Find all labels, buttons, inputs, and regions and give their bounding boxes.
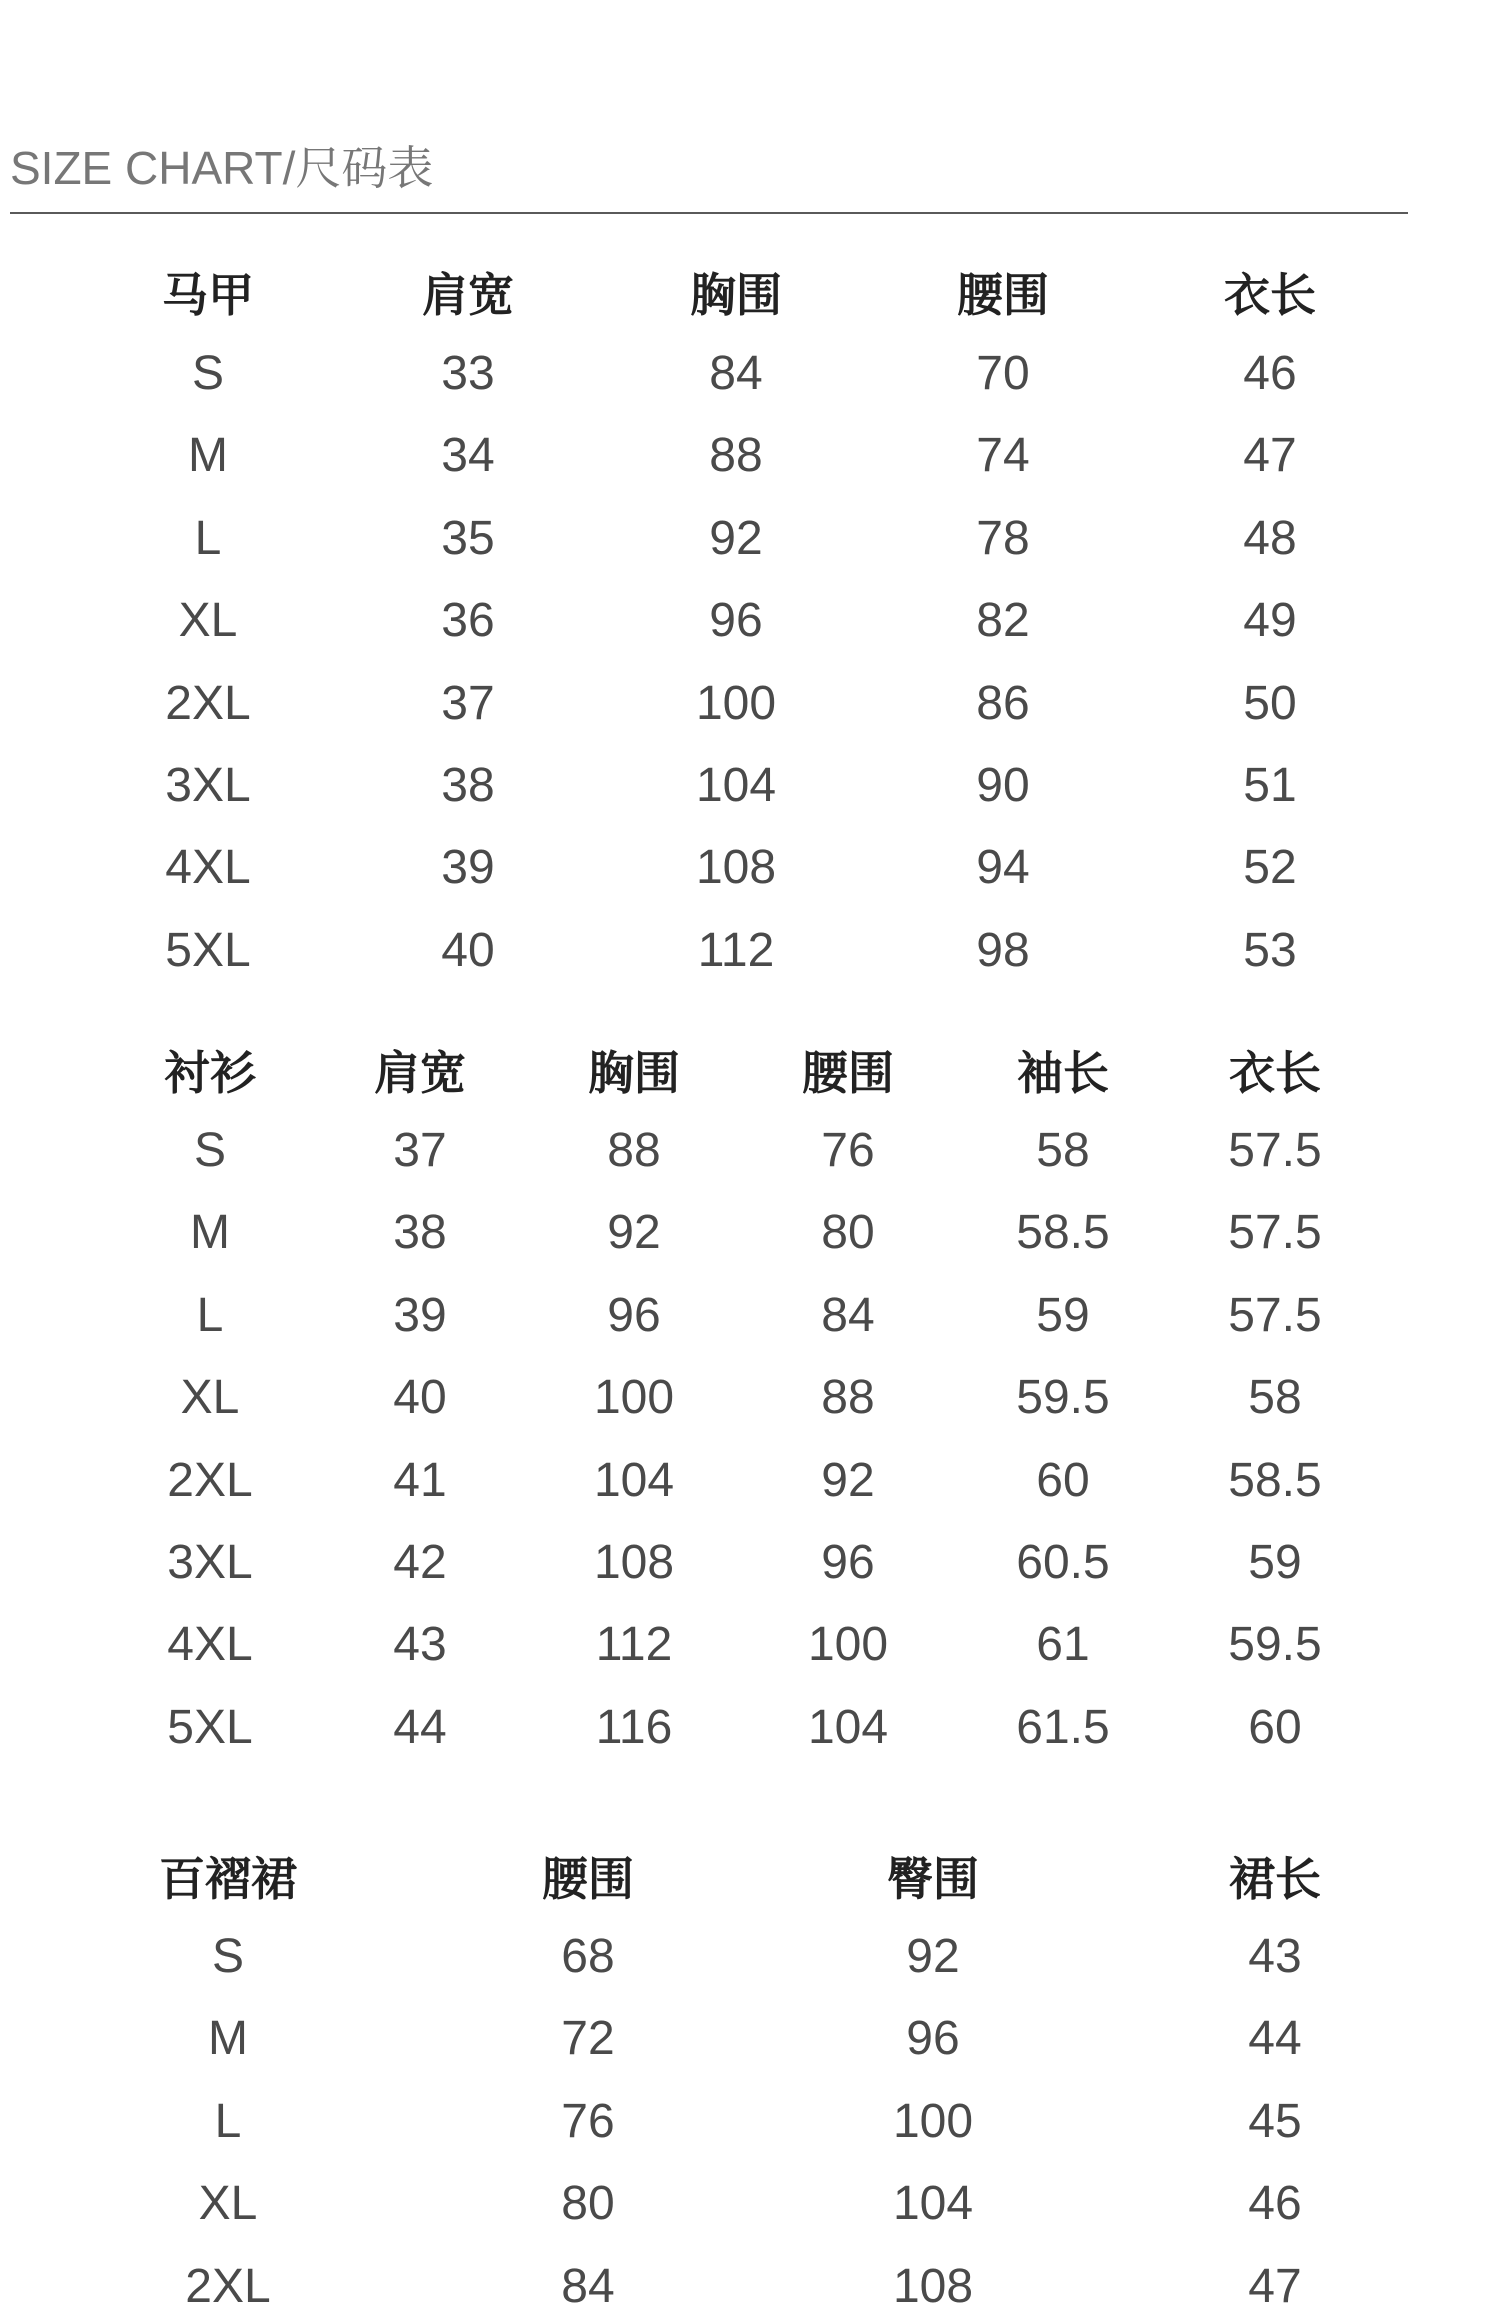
measurement-cell: 52 [1243,841,1297,894]
measurement-cell: 38 [393,1206,447,1259]
measurement-cell: 41 [393,1454,447,1507]
measurement-cell: 84 [709,347,763,400]
column-header: 裙长 [1229,1853,1321,1905]
measurement-cell: 80 [821,1206,875,1259]
table-row [0,751,1500,821]
table-row [0,1610,1500,1680]
measurement-cell: 50 [1243,677,1297,730]
measurement-cell: 96 [709,594,763,647]
measurement-cell: 88 [709,429,763,482]
size-label-cell: M [188,429,228,482]
table-row [0,2252,1500,2322]
measurement-cell: 57.5 [1228,1289,1322,1342]
table-row [0,1446,1500,1516]
measurement-cell: 100 [892,2095,974,2148]
table-row [0,833,1500,903]
table-row [0,2169,1500,2239]
measurement-cell: 68 [561,1930,615,1983]
column-header: 腰围 [802,1047,894,1099]
size-label-cell: 5XL [165,924,251,977]
size-label-cell: XL [198,2177,258,2230]
measurement-cell: 47 [1243,429,1297,482]
measurement-cell: 40 [441,924,495,977]
measurement-cell: 74 [976,429,1030,482]
table-row [0,669,1500,739]
size-label-cell: XL [180,1371,240,1424]
measurement-cell: 84 [821,1289,875,1342]
measurement-cell: 60 [1036,1454,1090,1507]
measurement-cell: 60.5 [1016,1536,1110,1589]
size-label-cell: M [208,2012,248,2065]
column-header: 腰围 [542,1853,634,1905]
size-label-cell: L [196,1289,224,1342]
table-row [0,1281,1500,1351]
measurement-cell: 36 [441,594,495,647]
column-header: 百褶裙 [159,1853,297,1905]
measurement-cell: 92 [821,1454,875,1507]
table-row [0,1116,1500,1186]
measurement-cell: 72 [561,2012,615,2065]
measurement-cell: 44 [393,1701,447,1754]
measurement-cell: 96 [607,1289,661,1342]
table-row [0,1693,1500,1763]
column-header: 肩宽 [374,1047,466,1099]
measurement-cell: 37 [441,677,495,730]
size-label-cell: S [191,347,225,400]
measurement-cell: 60 [1248,1701,1302,1754]
measurement-cell: 70 [976,347,1030,400]
measurement-cell: 88 [607,1124,661,1177]
size-label-cell: L [194,512,222,565]
column-header: 臀围 [887,1853,979,1905]
measurement-cell: 104 [807,1701,889,1754]
measurement-cell: 59 [1036,1289,1090,1342]
measurement-cell: 76 [561,2095,615,2148]
size-label-cell: S [211,1930,245,1983]
measurement-cell: 46 [1248,2177,1302,2230]
measurement-cell: 40 [393,1371,447,1424]
measurement-cell: 84 [561,2260,615,2313]
measurement-cell: 94 [976,841,1030,894]
measurement-cell: 104 [695,759,777,812]
measurement-cell: 58 [1036,1124,1090,1177]
measurement-cell: 59.5 [1016,1371,1110,1424]
column-header: 袖长 [1017,1047,1109,1099]
measurement-cell: 57.5 [1228,1124,1322,1177]
measurement-cell: 35 [441,512,495,565]
measurement-cell: 108 [593,1536,675,1589]
table-header-row [0,260,1500,330]
measurement-cell: 42 [393,1536,447,1589]
measurement-cell: 58.5 [1016,1206,1110,1259]
table-header-row [0,1844,1500,1914]
measurement-cell: 33 [441,347,495,400]
table-row [0,916,1500,986]
measurement-cell: 51 [1243,759,1297,812]
measurement-cell: 86 [976,677,1030,730]
measurement-cell: 59 [1248,1536,1302,1589]
size-label-cell: L [214,2095,242,2148]
measurement-cell: 108 [892,2260,974,2313]
measurement-cell: 48 [1243,512,1297,565]
measurement-cell: 34 [441,429,495,482]
table-row [0,1528,1500,1598]
measurement-cell: 116 [595,1701,673,1754]
measurement-cell: 96 [821,1536,875,1589]
table-row [0,586,1500,656]
measurement-cell: 104 [593,1454,675,1507]
size-label-cell: 2XL [167,1454,253,1507]
size-label-cell: M [190,1206,230,1259]
measurement-cell: 82 [976,594,1030,647]
measurement-cell: 100 [695,677,777,730]
size-label-cell: S [193,1124,227,1177]
column-header: 衬衫 [164,1047,256,1099]
size-label-cell: 3XL [167,1536,253,1589]
size-label-cell: XL [178,594,238,647]
size-label-cell: 3XL [165,759,251,812]
measurement-cell: 100 [593,1371,675,1424]
measurement-cell: 53 [1243,924,1297,977]
measurement-cell: 96 [906,2012,960,2065]
measurement-cell: 43 [393,1618,447,1671]
measurement-cell: 58.5 [1228,1454,1322,1507]
measurement-cell: 46 [1243,347,1297,400]
measurement-cell: 90 [976,759,1030,812]
measurement-cell: 108 [695,841,777,894]
measurement-cell: 43 [1248,1930,1302,1983]
measurement-cell: 49 [1243,594,1297,647]
column-header: 胸围 [588,1047,680,1099]
measurement-cell: 92 [906,1930,960,1983]
measurement-cell: 80 [561,2177,615,2230]
measurement-cell: 39 [393,1289,447,1342]
measurement-cell: 92 [709,512,763,565]
measurement-cell: 59.5 [1228,1618,1322,1671]
column-header: 腰围 [957,269,1049,321]
measurement-cell: 44 [1248,2012,1302,2065]
measurement-cell: 39 [441,841,495,894]
measurement-cell: 92 [607,1206,661,1259]
size-label-cell: 4XL [167,1618,253,1671]
size-label-cell: 5XL [167,1701,253,1754]
measurement-cell: 112 [697,924,775,977]
table-row [0,504,1500,574]
table-row [0,2004,1500,2074]
table-row [0,2087,1500,2157]
title-divider [10,212,1408,214]
column-header: 衣长 [1229,1047,1321,1099]
table-row [0,421,1500,491]
measurement-cell: 38 [441,759,495,812]
size-label-cell: 4XL [165,841,251,894]
table-row [0,1922,1500,1992]
column-header: 肩宽 [422,269,514,321]
measurement-cell: 47 [1248,2260,1302,2313]
measurement-cell: 78 [976,512,1030,565]
measurement-cell: 61 [1036,1618,1090,1671]
column-header: 马甲 [162,269,254,321]
column-header: 衣长 [1224,269,1316,321]
page-title: SIZE CHART/尺码表 [10,142,434,194]
table-row [0,1198,1500,1268]
measurement-cell: 88 [821,1371,875,1424]
table-row [0,1363,1500,1433]
table-row [0,339,1500,409]
measurement-cell: 37 [393,1124,447,1177]
measurement-cell: 112 [595,1618,673,1671]
measurement-cell: 98 [976,924,1030,977]
column-header: 胸围 [690,269,782,321]
measurement-cell: 57.5 [1228,1206,1322,1259]
measurement-cell: 76 [821,1124,875,1177]
measurement-cell: 104 [892,2177,974,2230]
measurement-cell: 61.5 [1016,1701,1110,1754]
measurement-cell: 58 [1248,1371,1302,1424]
size-label-cell: 2XL [185,2260,271,2313]
size-label-cell: 2XL [165,677,251,730]
measurement-cell: 45 [1248,2095,1302,2148]
table-header-row [0,1038,1500,1108]
measurement-cell: 100 [807,1618,889,1671]
